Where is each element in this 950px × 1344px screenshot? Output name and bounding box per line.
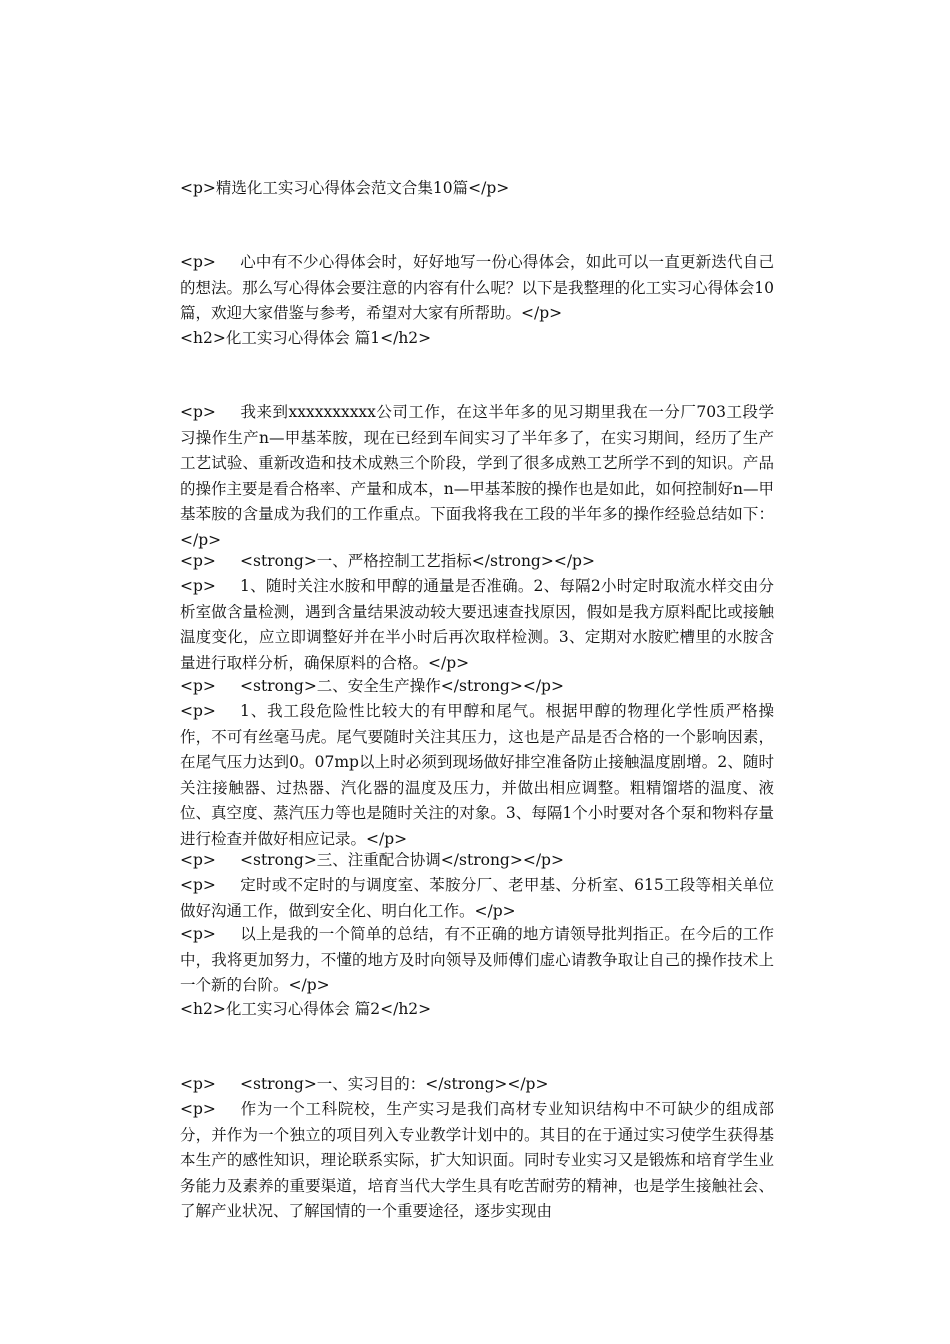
subheading-4 <box>180 1072 774 1098</box>
paragraph-text: 1、随时关注水胺和甲醇的通量是否准确。2、每隔2小时定时取流水样交由分析室做含量检测，遇到含量结果波动较大要迅速查找原因，假如是我方原料配比或接触温度变化，应立即调整好并在半小时后再次取样检测。3、定期对水胺贮槽里的水胺含量进行取样分析，确保原料的合格。</p> <box>180 577 774 672</box>
paragraph-tag: <p> <box>180 677 216 695</box>
paragraph-text: 以上是我的一个简单的总结，有不正确的地方请领导批判指正。在今后的工作中，我将更加努力，不懂的地方及时向领导及师傅们虚心请教争取让自己的操作技术上一个新的台阶。</p> <box>180 925 774 994</box>
paragraph-tag: <p> <box>180 925 216 943</box>
paragraph-tag: <p> <box>180 876 216 894</box>
document-title: <p>精选化工实习心得体会范文合集10篇</p> <box>180 179 510 197</box>
paragraph-2 <box>180 574 774 676</box>
paragraph-text: <strong>一、实习目的：</strong></p> <box>240 1075 549 1093</box>
paragraph-tag: <p> <box>180 253 216 271</box>
paragraph-text: 作为一个工科院校，生产实习是我们高材专业知识结构中不可缺少的组成部分，并作为一个独立的项目列入专业教学计划中的。其目的在于通过实习使学生获得基本生产的感性知识，理论联系实际，扩大知识面。同时专业实习又是锻炼和培育学生业务能力及素养的重要渠道，培育当代大学生具有吃苦耐劳的精神，也是学生接触社会、了解产业状况、了解国情的一个重要途径，逐步实现由 <box>180 1100 774 1220</box>
paragraph-tag: <p> <box>180 851 216 869</box>
paragraph-tag: <p> <box>180 577 216 595</box>
paragraph-text: 我来到xxxxxxxxxx公司工作，在这半年多的见习期里我在一分厂703工段学习操作生产n—甲基苯胺，现在已经到车间实习了半年多了，在实习期间，经历了生产工艺试验、重新改造和技术成熟三个阶段，学到了很多成熟工艺所学不到的知识。产品的操作主要是看合格率、产量和成本，n—甲基苯胺的操作也是如此，如何控制好n—甲基苯胺的含量成为我们的工作重点。下面我将我在工段的半年多的操作经验总结如下：</p> <box>180 403 774 549</box>
paragraph-tag: <p> <box>180 1100 216 1118</box>
paragraph-text: 定时或不定时的与调度室、苯胺分厂、老甲基、分析室、615工段等相关单位做好沟通工作，做到安全化、明白化工作。</p> <box>180 876 774 920</box>
intro-paragraph <box>180 250 774 327</box>
subheading-3 <box>180 848 774 874</box>
subheading-2 <box>180 674 774 700</box>
paragraph-text: <strong>三、注重配合协调</strong></p> <box>240 851 564 869</box>
paragraph-3 <box>180 699 774 852</box>
subheading-1 <box>180 549 774 575</box>
paragraph-text: 心中有不少心得体会时，好好地写一份心得体会，如此可以一直更新迭代自己的想法。那么写心得体会要注意的内容有什么呢？以下是我整理的化工实习心得体会10篇，欢迎大家借鉴与参考，希望对大家有所帮助。</p> <box>180 253 774 322</box>
paragraph-tag: <p> <box>180 403 216 421</box>
paragraph-5 <box>180 922 774 999</box>
section-heading-1: <h2>化工实习心得体会 篇1</h2> <box>180 329 432 347</box>
paragraph-tag: <p> <box>180 702 216 720</box>
paragraph-text: <strong>一、严格控制工艺指标</strong></p> <box>240 552 595 570</box>
paragraph-text: <strong>二、安全生产操作</strong></p> <box>240 677 564 695</box>
paragraph-tag: <p> <box>180 552 216 570</box>
paragraph-1 <box>180 400 774 553</box>
paragraph-tag: <p> <box>180 1075 216 1093</box>
paragraph-text: 1、我工段危险性比较大的有甲醇和尾气。根据甲醇的物理化学性质严格操作，不可有丝毫马虎。尾气要随时关注其压力，这也是产品是否合格的一个影响因素，在尾气压力达到0。07mp以上时必须到现场做好排空准备防止接触温度剧增。2、随时关注接触器、过热器、汽化器的温度及压力，并做出相应调整。粗精馏塔的温度、液位、真空度、蒸汽压力等也是随时关注的对象。3、每隔1个小时要对各个泵和物料存量进行检查并做好相应记录。</p> <box>180 702 774 848</box>
paragraph-4 <box>180 873 774 924</box>
section-heading-2: <h2>化工实习心得体会 篇2</h2> <box>180 1000 432 1018</box>
paragraph-6 <box>180 1097 774 1225</box>
